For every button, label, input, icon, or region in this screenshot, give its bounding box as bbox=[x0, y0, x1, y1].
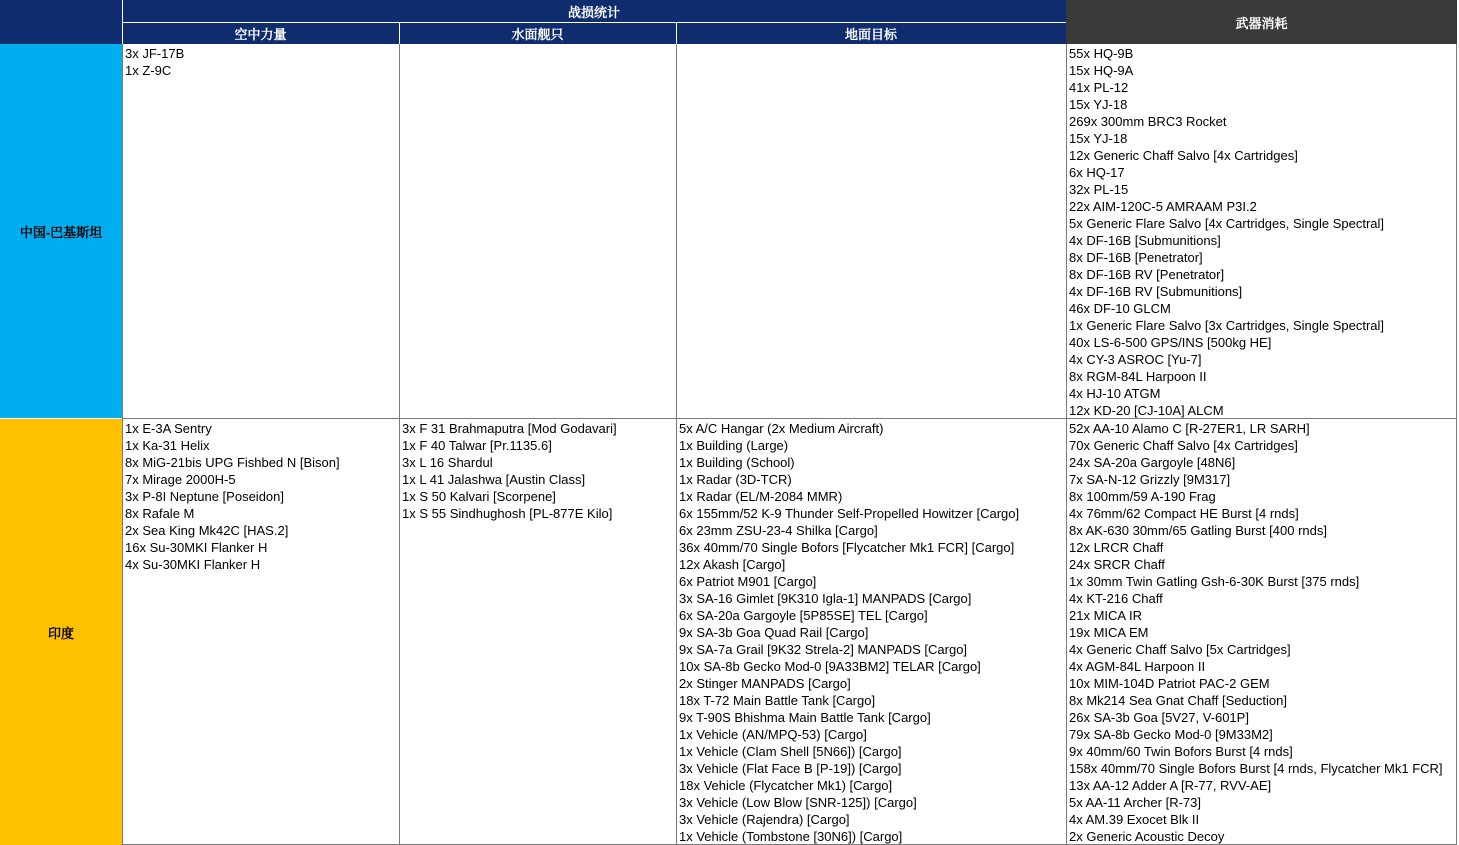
list-item: 2x Stinger MANPADS [Cargo] bbox=[679, 676, 851, 691]
list-item: 4x Su-30MKI Flanker H bbox=[125, 557, 261, 572]
list-item: 79x SA-8b Gecko Mod-0 [9M33M2] bbox=[1069, 727, 1273, 742]
damage-stats-header bbox=[122, 0, 1066, 22]
list-item: 15x YJ-18 bbox=[1069, 97, 1128, 112]
list-item: 8x Rafale M bbox=[125, 506, 195, 521]
list-item: 32x PL-15 bbox=[1069, 182, 1129, 197]
list-item: 1x F 40 Talwar [Pr.1135.6] bbox=[402, 438, 552, 453]
list-item: 10x SA-8b Gecko Mod-0 [9A33BM2] TELAR [Cargo] bbox=[679, 659, 981, 674]
list-item: 9x 40mm/60 Twin Bofors Burst [4 rnds] bbox=[1069, 744, 1293, 759]
list-item: 4x 76mm/62 Compact HE Burst [4 rnds] bbox=[1069, 506, 1299, 521]
air-column-label: 空中力量 bbox=[234, 26, 287, 42]
list-item: 19x MICA EM bbox=[1069, 625, 1149, 640]
list-item: 4x KT-216 Chaff bbox=[1069, 591, 1163, 606]
list-item: 3x P-8I Neptune [Poseidon] bbox=[125, 489, 284, 504]
list-item: 3x Vehicle (Flat Face B [P-19]) [Cargo] bbox=[679, 761, 902, 776]
list-item: 41x PL-12 bbox=[1069, 80, 1129, 95]
list-item: 5x AA-11 Archer [R-73] bbox=[1069, 795, 1201, 810]
list-item: 18x Vehicle (Flycatcher Mk1) [Cargo] bbox=[679, 778, 893, 793]
list-item: 1x Radar (EL/M-2084 MMR) bbox=[679, 489, 843, 504]
list-item: 13x AA-12 Adder A [R-77, RVV-AE] bbox=[1069, 778, 1272, 793]
loss-list bbox=[400, 420, 676, 522]
list-item: 269x 300mm BRC3 Rocket bbox=[1069, 114, 1227, 129]
list-item: 1x L 41 Jalashwa [Austin Class] bbox=[402, 472, 586, 487]
weapons-column-header bbox=[1066, 0, 1457, 44]
list-item: 4x HJ-10 ATGM bbox=[1069, 386, 1161, 401]
list-item: 9x SA-3b Goa Quad Rail [Cargo] bbox=[679, 625, 869, 640]
list-item: 1x Building (Large) bbox=[679, 438, 789, 453]
list-item: 21x MICA IR bbox=[1069, 608, 1142, 623]
list-item: 4x CY-3 ASROC [Yu-7] bbox=[1069, 352, 1202, 367]
list-item: 40x LS-6-500 GPS/INS [500kg HE] bbox=[1069, 335, 1272, 350]
in-surface-losses bbox=[399, 419, 676, 845]
list-item: 10x MIM-104D Patriot PAC-2 GEM bbox=[1069, 676, 1270, 691]
list-item: 6x 23mm ZSU-23-4 Shilka [Cargo] bbox=[679, 523, 878, 538]
list-item: 3x SA-16 Gimlet [9K310 Igla-1] MANPADS [Cargo] bbox=[679, 591, 972, 606]
cp-weapons-expended bbox=[1066, 44, 1457, 419]
weapon-list bbox=[1067, 45, 1456, 419]
list-item: 2x Generic Acoustic Decoy bbox=[1069, 829, 1225, 844]
list-item: 24x SA-20a Gargoyle [48N6] bbox=[1069, 455, 1236, 470]
list-item: 4x AGM-84L Harpoon II bbox=[1069, 659, 1206, 674]
list-item: 158x 40mm/70 Single Bofors Burst [4 rnds, Flycatcher Mk1 FCR] bbox=[1069, 761, 1443, 776]
list-item: 1x Vehicle (Clam Shell [5N66]) [Cargo] bbox=[679, 744, 902, 759]
side-label: 印度 bbox=[47, 625, 74, 641]
list-item: 55x HQ-9B bbox=[1069, 46, 1134, 61]
list-item: 15x HQ-9A bbox=[1069, 63, 1134, 78]
list-item: 7x SA-N-12 Grizzly [9M317] bbox=[1069, 472, 1231, 487]
list-item: 36x 40mm/70 Single Bofors [Flycatcher Mk1 FCR] [Cargo] bbox=[679, 540, 1015, 555]
list-item: 16x Su-30MKI Flanker H bbox=[125, 540, 268, 555]
list-item: 7x Mirage 2000H-5 bbox=[125, 472, 236, 487]
list-item: 1x Generic Flare Salvo [3x Cartridges, Single Spectral] bbox=[1069, 318, 1385, 333]
list-item: 9x SA-7a Grail [9K32 Strela-2] MANPADS [Cargo] bbox=[679, 642, 968, 657]
in-weapons-expended bbox=[1066, 419, 1457, 845]
list-item: 1x Ka-31 Helix bbox=[125, 438, 210, 453]
list-item: 12x Generic Chaff Salvo [4x Cartridges] bbox=[1069, 148, 1298, 163]
list-item: 4x Generic Chaff Salvo [5x Cartridges] bbox=[1069, 642, 1291, 657]
list-item: 5x A/C Hangar (2x Medium Aircraft) bbox=[679, 421, 884, 436]
list-item: 1x Z-9C bbox=[125, 63, 172, 78]
list-item: 8x 100mm/59 A-190 Frag bbox=[1069, 489, 1216, 504]
side-china-pakistan bbox=[0, 44, 122, 418]
list-item: 1x E-3A Sentry bbox=[125, 421, 212, 436]
list-item: 9x T-90S Bhishma Main Battle Tank [Cargo] bbox=[679, 710, 931, 725]
list-item: 24x SRCR Chaff bbox=[1069, 557, 1165, 572]
in-ground-losses bbox=[676, 419, 1066, 845]
list-item: 46x DF-10 GLCM bbox=[1069, 301, 1171, 316]
surface-column-label: 水面舰只 bbox=[511, 26, 564, 42]
list-item: 1x Building (School) bbox=[679, 455, 795, 470]
ground-column-header bbox=[676, 22, 1066, 44]
list-item: 1x S 55 Sindhughosh [PL-877E Kilo] bbox=[402, 506, 613, 521]
list-item: 4x AM.39 Exocet Blk II bbox=[1069, 812, 1200, 827]
loss-list bbox=[677, 420, 1066, 845]
list-item: 6x HQ-17 bbox=[1069, 165, 1125, 180]
list-item: 6x SA-20a Gargoyle [5P85SE] TEL [Cargo] bbox=[679, 608, 928, 623]
list-item: 2x Sea King Mk42C [HAS.2] bbox=[125, 523, 289, 538]
ground-column-label: 地面目标 bbox=[844, 26, 897, 42]
loss-list bbox=[123, 45, 399, 79]
list-item: 3x Vehicle (Rajendra) [Cargo] bbox=[679, 812, 850, 827]
list-item: 3x Vehicle (Low Blow [SNR-125]) [Cargo] bbox=[679, 795, 917, 810]
list-item: 8x MiG-21bis UPG Fishbed N [Bison] bbox=[125, 455, 340, 470]
list-item: 4x DF-16B [Submunitions] bbox=[1069, 233, 1221, 248]
list-item: 8x AK-630 30mm/65 Gatling Burst [400 rnds] bbox=[1069, 523, 1327, 538]
list-item: 52x AA-10 Alamo C [R-27ER1, LR SARH] bbox=[1069, 421, 1310, 436]
list-item: 12x KD-20 [CJ-10A] ALCM bbox=[1069, 403, 1224, 418]
weapons-column-label: 武器消耗 bbox=[1235, 15, 1288, 31]
list-item: 12x LRCR Chaff bbox=[1069, 540, 1164, 555]
list-item: 3x JF-17B bbox=[125, 46, 185, 61]
list-item: 15x YJ-18 bbox=[1069, 131, 1128, 146]
list-item: 8x DF-16B [Penetrator] bbox=[1069, 250, 1203, 265]
list-item: 4x DF-16B RV [Submunitions] bbox=[1069, 284, 1243, 299]
cp-surface-losses bbox=[399, 44, 676, 419]
cp-air-losses bbox=[122, 44, 399, 419]
loss-list bbox=[123, 420, 399, 573]
list-item: 1x Radar (3D-TCR) bbox=[679, 472, 792, 487]
list-item: 1x 30mm Twin Gatling Gsh-6-30K Burst [375 rnds] bbox=[1069, 574, 1360, 589]
list-item: 8x Mk214 Sea Gnat Chaff [Seduction] bbox=[1069, 693, 1288, 708]
list-item: 8x RGM-84L Harpoon II bbox=[1069, 369, 1207, 384]
cp-ground-losses bbox=[676, 44, 1066, 419]
header-corner bbox=[0, 0, 122, 44]
list-item: 5x Generic Flare Salvo [4x Cartridges, Single Spectral] bbox=[1069, 216, 1385, 231]
weapon-list bbox=[1067, 420, 1456, 845]
list-item: 6x 155mm/52 K-9 Thunder Self-Propelled Howitzer [Cargo] bbox=[679, 506, 1020, 521]
list-item: 12x Akash [Cargo] bbox=[679, 557, 786, 572]
list-item: 18x T-72 Main Battle Tank [Cargo] bbox=[679, 693, 876, 708]
side-india bbox=[0, 419, 122, 845]
side-label: 中国-巴基斯坦 bbox=[19, 224, 103, 240]
list-item: 8x DF-16B RV [Penetrator] bbox=[1069, 267, 1225, 282]
list-item: 1x S 50 Kalvari [Scorpene] bbox=[402, 489, 556, 504]
air-column-header bbox=[122, 22, 399, 44]
list-item: 70x Generic Chaff Salvo [4x Cartridges] bbox=[1069, 438, 1298, 453]
list-item: 22x AIM-120C-5 AMRAAM P3I.2 bbox=[1069, 199, 1257, 214]
list-item: 26x SA-3b Goa [5V27, V-601P] bbox=[1069, 710, 1249, 725]
list-item: 1x Vehicle (Tombstone [30N6]) [Cargo] bbox=[679, 829, 903, 844]
in-air-losses bbox=[122, 419, 399, 845]
damage-stats-title: 战损统计 bbox=[567, 4, 620, 20]
list-item: 3x L 16 Shardul bbox=[402, 455, 493, 470]
list-item: 3x F 31 Brahmaputra [Mod Godavari] bbox=[402, 421, 617, 436]
list-item: 6x Patriot M901 [Cargo] bbox=[679, 574, 817, 589]
surface-column-header bbox=[399, 22, 676, 44]
list-item: 1x Vehicle (AN/MPQ-53) [Cargo] bbox=[679, 727, 867, 742]
